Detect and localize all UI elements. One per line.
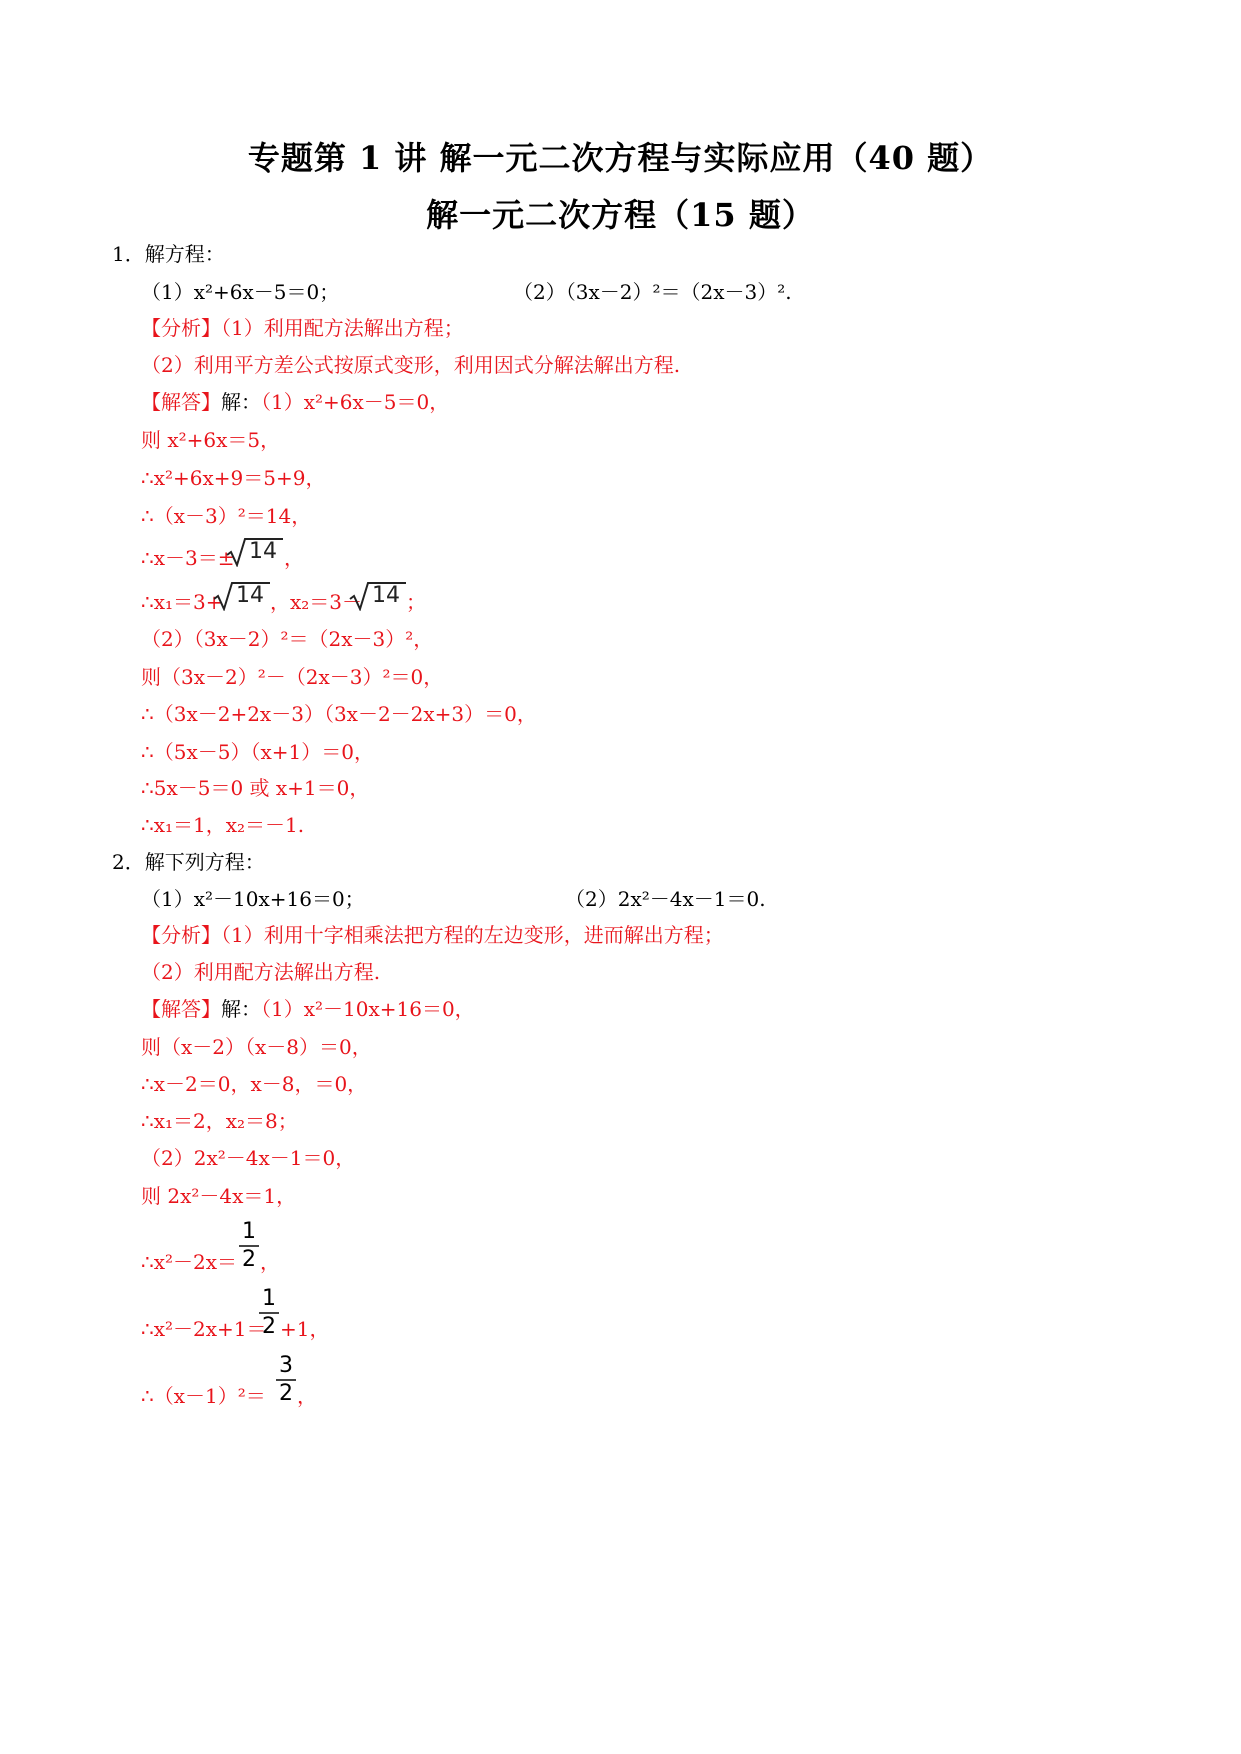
problem-2-step-4: （2）2x²－4x－1＝0， — [141, 1146, 356, 1170]
sqrt-14-a: 14 — [226, 537, 284, 567]
problem-2-step-3: ∴x₁＝2，x₂＝8； — [141, 1109, 298, 1133]
sqrt-14-c: 14 — [349, 581, 407, 611]
problem-2-analysis-1: 【分析】（1）利用十字相乘法把方程的左边变形，进而解出方程； — [141, 923, 724, 947]
problem-1-step-8: ∴（3x－2+2x－3）（3x－2－2x+3）＝0， — [141, 702, 537, 726]
problem-2-analysis-2: （2）利用配方法解出方程. — [141, 960, 381, 984]
problem-1-step-4: ∴x－3＝± — [141, 546, 235, 570]
problem-1-analysis-1: 【分析】（1）利用配方法解出方程； — [141, 316, 464, 340]
problem-1-step-10: ∴5x－5＝0 或 x+1＝0， — [141, 776, 370, 800]
section-title: 解一元二次方程（15 题） — [426, 196, 815, 234]
fraction-three-halves: 3 2 — [276, 1355, 296, 1405]
problem-1-step-2: ∴x²+6x+9＝5+9， — [141, 466, 326, 490]
problem-2-equation-1: （1）x²－10x+16＝0； — [141, 887, 365, 911]
problem-2-step-7-end: +1， — [280, 1317, 330, 1341]
problem-2-answer-line — [141, 996, 475, 1022]
problem-2-step-6: ∴x²－2x＝ — [141, 1250, 238, 1274]
page-title: 专题第 1 讲 解一元二次方程与实际应用（40 题） — [247, 139, 994, 177]
problem-2-step-5: 则 2x²－4x＝1， — [141, 1184, 297, 1208]
problem-2-step-7: ∴x²－2x+1＝ — [141, 1317, 267, 1341]
fraction-one-half: 1 2 — [239, 1221, 259, 1271]
answer-first-step: （1）x²－10x+16＝0， — [261, 997, 475, 1021]
fraction-one-half-2: 1 2 — [259, 1288, 279, 1338]
problem-2-step-2: ∴x－2＝0，x－8，＝0， — [141, 1072, 368, 1096]
answer-first-step: （1）x²+6x－5＝0， — [261, 390, 450, 414]
answer-label: 解： — [221, 390, 261, 414]
problem-2-step-1: 则（x－2）（x－8）＝0， — [141, 1035, 372, 1059]
problem-1-heading: 1．解方程： — [112, 242, 225, 266]
answer-tag: 【解答】 — [141, 390, 221, 414]
problem-2-equation-2: （2）2x²－4x－1＝0. — [565, 887, 766, 911]
problem-1-step-7: 则（3x－2）²－（2x－3）²＝0， — [141, 665, 444, 689]
sqrt-14-b: 14 — [213, 581, 271, 611]
problem-2-step-8: ∴（x－1）²＝ — [141, 1384, 266, 1408]
problem-1-equation-1: （1）x²+6x－5＝0； — [141, 280, 340, 304]
problem-1-equation-2: （2）（3x－2）²＝（2x－3）². — [513, 280, 792, 304]
problem-1-step-5-mid: ，x₂＝3－ — [270, 590, 363, 614]
problem-1-step-1: 则 x²+6x＝5， — [141, 428, 281, 452]
problem-1-analysis-2: （2）利用平方差公式按原式变形，利用因式分解法解出方程. — [141, 353, 681, 377]
problem-2-step-8-end: ， — [297, 1384, 317, 1408]
answer-tag: 【解答】 — [141, 997, 221, 1021]
problem-1-step-5: ∴x₁＝3+ — [141, 590, 223, 614]
answer-label: 解： — [221, 997, 261, 1021]
problem-2-heading: 2．解下列方程： — [112, 850, 265, 874]
problem-1-step-3: ∴（x－3）²＝14， — [141, 504, 312, 528]
problem-1-step-5-end: ； — [406, 590, 426, 614]
problem-1-step-11: ∴x₁＝1，x₂＝－1. — [141, 813, 305, 837]
problem-1-step-9: ∴（5x－5）（x+1）＝0， — [141, 740, 374, 764]
problem-1-answer-line — [141, 389, 449, 415]
problem-2-step-6-end: ， — [260, 1250, 280, 1274]
problem-1-step-6: （2）（3x－2）²＝（2x－3）²， — [141, 627, 434, 651]
problem-1-step-4-end: ， — [284, 546, 304, 570]
